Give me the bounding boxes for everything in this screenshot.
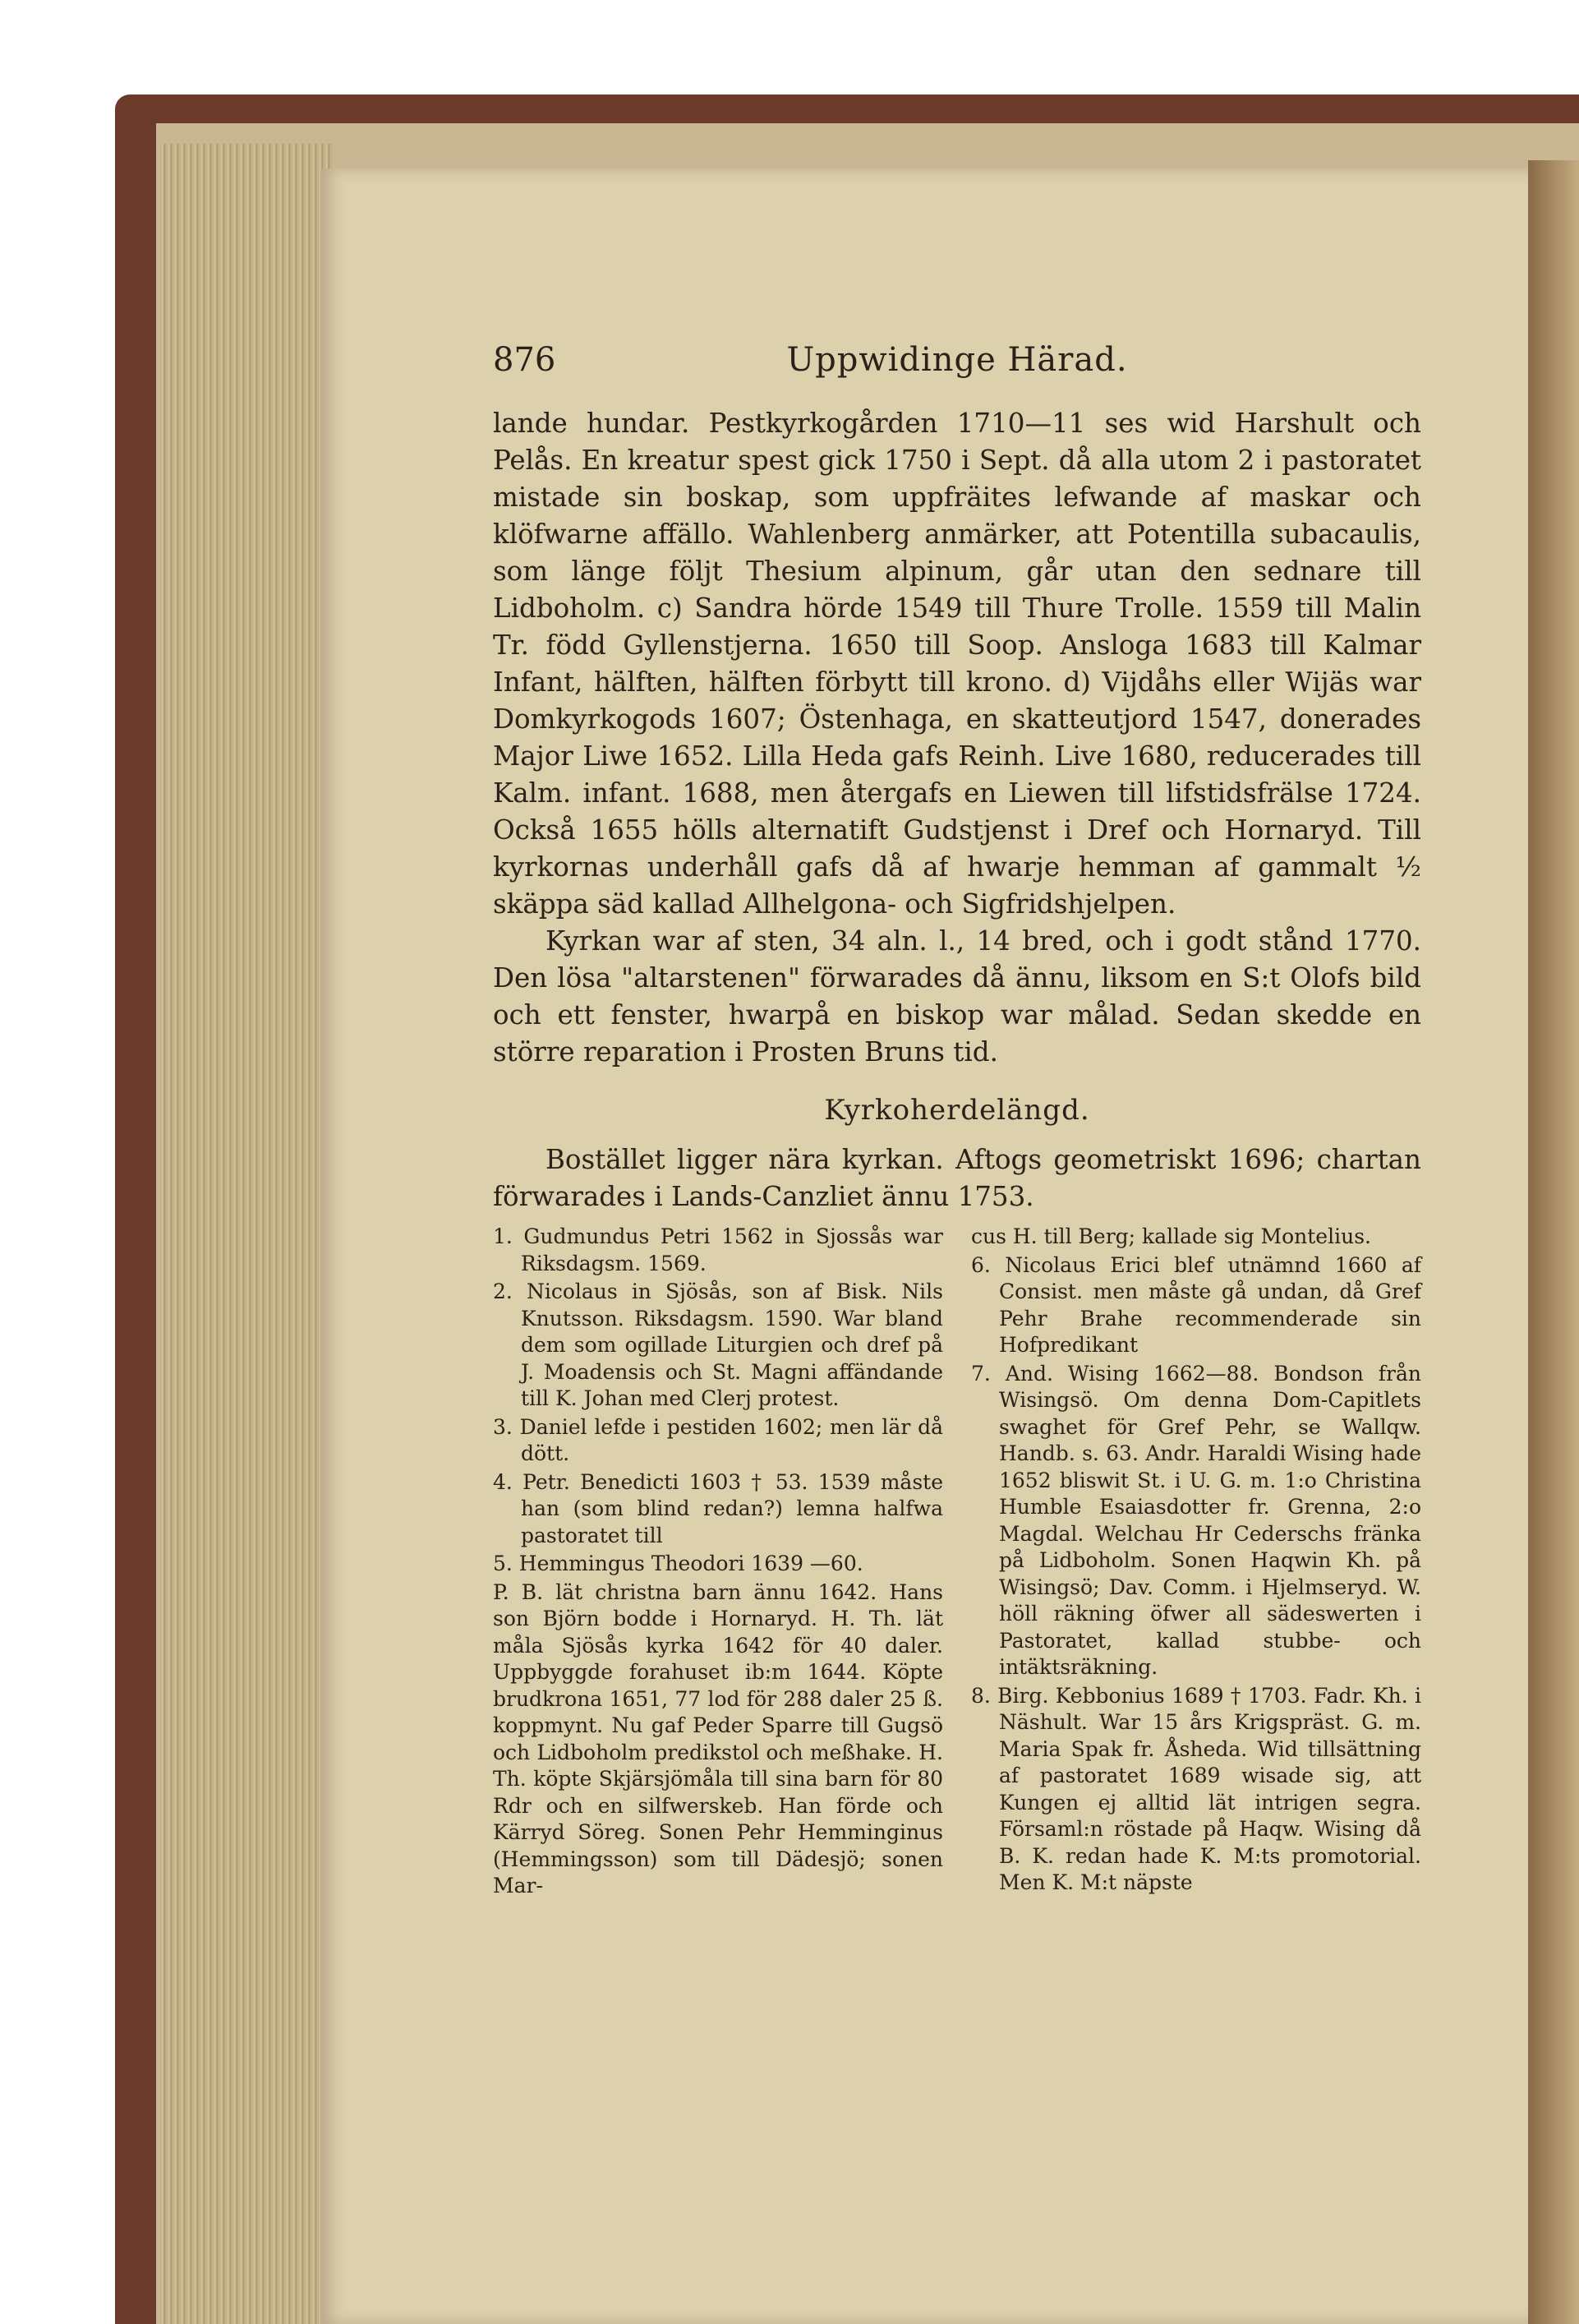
list-item-continuation: cus H. till Berg; kallade sig Montelius. — [971, 1224, 1371, 1248]
page-header — [493, 341, 1421, 379]
list-item: 1. Gudmundus Petri 1562 in Sjossås war Riksdagsm. 1569. — [493, 1224, 943, 1275]
left-column — [493, 1224, 943, 1902]
list-item: 7. And. Wising 1662—88. Bondson från Wisingsö. Om denna Dom-Capitlets swaghet för Gref Pehr, se Wallqw. Handb. s. 63. Andr. Haraldi Wising hade 1652 bliswit St. i U. G. m. 1:o Christina Humble Esaiasdotter fr. Grenna, 2:o Magdal. Welchau Hr Cederschs fränka på Lidboholm. Sonen Haqwin Kh. på Wisingsö; Dav. Comm. i Hjelmseryd. W. höll räkning öfwer all sädeswerten i Pastoratet, kallad stubbe- och intäktsräkning. — [971, 1361, 1421, 1679]
facing-page-edge — [1528, 160, 1579, 2324]
paragraph-1: lande hundar. Pestkyrkogården 1710—11 ses wid Harshult och Pelås. En kreatur spest gick 1750 i Sept. då alla utom 2 i pastoratet mistade sin boskap, som uppfräites lefwande af maskar och klöfwarne affällo. Wahlenberg anmärker, att Potentilla subacaulis, som länge följt Thesium alpinum, går utan den sednare till Lidboholm. c) Sandra hörde 1549 till Thure Trolle. 1559 till Malin Tr. född Gyllenstjerna. 1650 till Soop. Ansloga 1683 till Kalmar Infant, hälften, hälften förbytt till krono. d) Vijdåhs eller Wijäs war Domkyrkogods 1607; Östenhaga, en skatteutjord 1547, donerades Major Liwe 1652. Lilla Heda gafs Reinh. Live 1680, reducerades till Kalm. infant. 1688, men återgafs en Liewen till lifstidsfrälse 1724. Också 1655 hölls alternatift Gudstjenst i Dref och Hornaryd. Till kyrkornas underhåll gafs då af hwarje hemman af gammalt ½ skäppa säd kallad Allhelgona- och Sigfridshjelpen. — [493, 408, 1421, 920]
list-item: 2. Nicolaus in Sjösås, son af Bisk. Nils Knutsson. Riksdagsm. 1590. War bland dem som ogillade Liturgien och dref på J. Moadensis och St. Magni affändande till K. Johan med Clerj protest. — [493, 1280, 943, 1410]
list-item: 6. Nicolaus Erici blef utnämnd 1660 af Consist. men måste gå undan, då Gref Pehr Brahe recommenderade sin Hofpredikant — [971, 1252, 1421, 1357]
list-item-note: P. B. lät christna barn ännu 1642. Hans son Björn bodde i Hornaryd. H. Th. lät måla Sjösås kyrka 1642 för 40 daler. Uppbyggde forahuset ib:m 1644. Köpte brudkrona 1651, 77 lod för 288 daler 25 ß. koppmynt. Nu gaf Peder Sparre till Gugsö och Lidboholm predikstol och meßhake. H. Th. köpte Skjärsjömåla till sina barn för 80 Rdr och en silfwerskeb. Han förde och Kärryd Söreg. Sonen Pehr Hemminginus (Hemmingsson) som till Dädesjö; sonen Mar- — [493, 1579, 943, 1897]
page-edges — [160, 144, 333, 2324]
header-spacer — [1323, 341, 1421, 379]
right-column — [971, 1224, 1421, 1902]
section-title: Kyrkoherdelängd. — [824, 1094, 1090, 1127]
two-column-list — [493, 1224, 1421, 1902]
page-number: 876 — [493, 341, 556, 379]
paragraph-2: Kyrkan war af sten, 34 aln. l., 14 bred, och i godt stånd 1770. Den lösa "altarstenen" förwarades då ännu, liksom en S:t Olofs bild och ett fenster, hwarpå en biskop war målad. Sedan skedde en större reparation i Prosten Bruns tid. — [493, 925, 1421, 1067]
running-head: Uppwidinge Härad. — [786, 341, 1128, 379]
list-item: 5. Hemmingus Theodori 1639 —60. — [493, 1552, 863, 1575]
list-item: 8. Birg. Kebbonius 1689 † 1703. Fadr. Kh. i Näshult. War 15 års Krigspräst. G. m. Maria Spak fr. Åsheda. Wid tillsättning af pastoratet 1689 wisade sig, att Kungen ej alltid lät intrigen segra. Församl:n röstade på Haqw. Wising då B. K. redan hade K. M:ts promotorial. Men K. M:t näpste — [971, 1683, 1421, 1894]
list-item: 4. Petr. Benedicti 1603 † 53. 1539 måste han (som blind redan?) lemna halfwa pastoratet till — [493, 1469, 943, 1547]
page-text — [493, 341, 1421, 1902]
list-item: 3. Daniel lefde i pestiden 1602; men lär då dött. — [493, 1414, 943, 1465]
section-intro: Bostället ligger nära kyrkan. Aftogs geometriskt 1696; chartan förwarades i Lands-Canzliet ännu 1753. — [493, 1144, 1421, 1212]
